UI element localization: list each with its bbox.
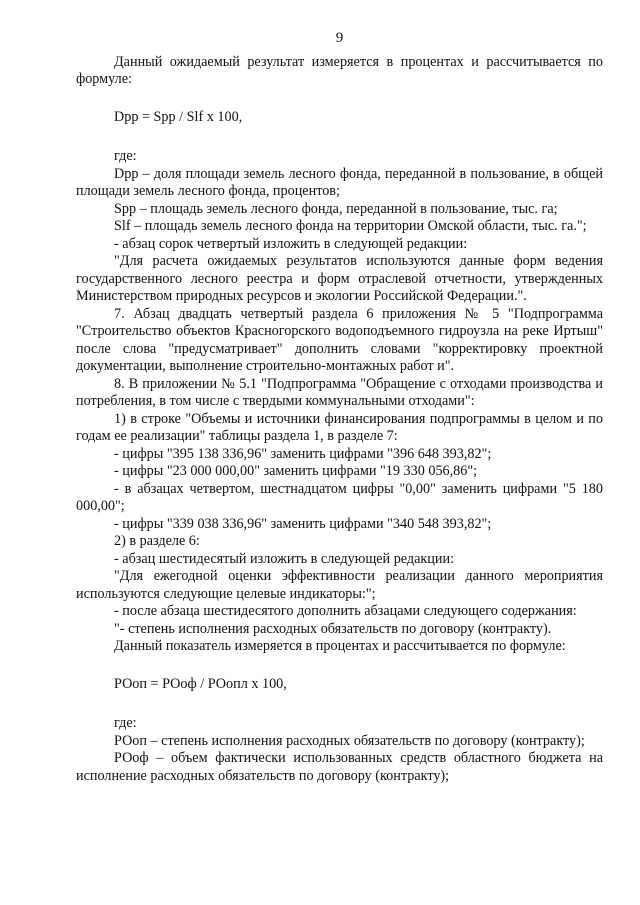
paragraph: - в абзацах четвертом, шестнадцатом цифры "0,00" заменить цифрами "5 180 000,00";	[76, 480, 603, 514]
paragraph: - цифры "395 138 336,96" заменить цифрами "396 648 393,82";	[114, 445, 492, 462]
paragraph: Dpp – доля площади земель лесного фонда, переданной в пользование, в общей площади земель лесного фонда, процентов;	[76, 165, 603, 199]
paragraph: РОоф – объем фактически использованных средств областного бюджета на исполнение расходных обязательств по договору (контракту);	[76, 750, 603, 784]
paragraph: 1) в строке "Объемы и источники финансирования подпрограммы в целом и по годам ее реализации" таблицы раздела 1, в разделе 7:	[76, 410, 603, 444]
paragraph: - цифры "23 000 000,00" заменить цифрами "19 330 056,86";	[114, 463, 478, 479]
paragraph: где:	[114, 715, 137, 731]
formula: РОоп = РОоф / РОопл х 100,	[114, 675, 287, 692]
paragraph: Spp – площадь земель лесного фонда, переданной в пользование, тыс. га;	[114, 200, 558, 217]
paragraph: 8. В приложении № 5.1 "Подпрограмма "Обращение с отходами производства и потребления, в том числе с твердыми коммунальными отходами":	[76, 375, 603, 409]
paragraph: 7. Абзац двадцать четвертый раздела 6 приложения № 5 "Подпрограмма "Строительство объектов Красногорского водоподъемного гидроузла на реке Иртыш" после слова "предусматривает" дополнить словами "корректировку проектной документации, выполнение строительно-монтажных работ и".	[76, 305, 603, 374]
paragraph: РОоп – степень исполнения расходных обязательств по договору (контракту);	[114, 732, 585, 749]
paragraph: - цифры "339 038 336,96" заменить цифрами "340 548 393,82";	[114, 515, 492, 532]
paragraph: 2) в разделе 6:	[114, 533, 200, 549]
page-number: 9	[335, 30, 344, 46]
paragraph: - после абзаца шестидесятого дополнить абзацами следующего содержания:	[114, 603, 577, 619]
paragraph: "Для расчета ожидаемых результатов используются данные форм ведения государственного лесного реестра и форм отраслевой отчетности, утвержденных Министерством природных ресурсов и экологии Российской Федерации.".	[76, 253, 603, 304]
paragraph: Slf – площадь земель лесного фонда на территории Омской области, тыс. га.";	[114, 218, 587, 234]
paragraph: где:	[114, 148, 137, 164]
paragraph: Данный показатель измеряется в процентах и рассчитывается по формуле:	[114, 638, 566, 654]
paragraph: - абзац шестидесятый изложить в следующей редакции:	[114, 550, 455, 567]
paragraph: "- степень исполнения расходных обязательств по договору (контракту).	[114, 620, 552, 637]
paragraph: "Для ежегодной оценки эффективности реализации данного мероприятия используются следующие целевые индикаторы:";	[76, 568, 603, 602]
paragraph: Данный ожидаемый результат измеряется в процентах и рассчитывается по формуле:	[76, 53, 603, 87]
paragraph: - абзац сорок четвертый изложить в следующей редакции:	[114, 235, 468, 252]
formula: Dpp = Spp / Slf х 100,	[114, 108, 243, 125]
document-page	[76, 30, 603, 785]
